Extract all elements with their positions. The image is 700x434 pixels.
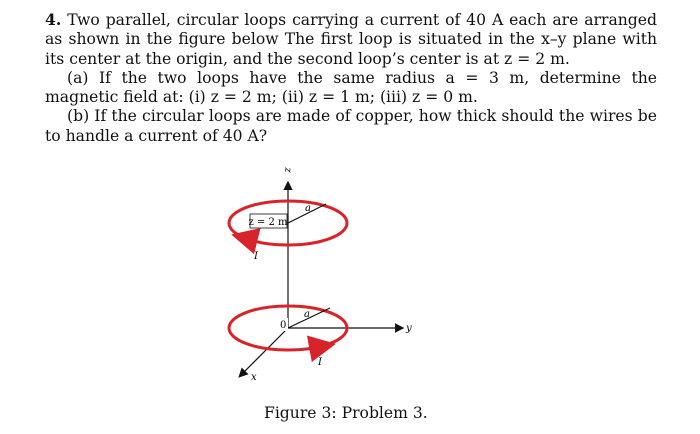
problem-part-b: (b) If the circular loops are made of copper, how thick should the wires be to handle a current of 40 A? — [45, 107, 657, 145]
upper-current-label: I — [254, 251, 258, 262]
x-axis-label: x — [251, 372, 257, 383]
problem-intro — [45, 10, 657, 69]
figure-caption: Figure 3: Problem 3. — [264, 404, 428, 422]
problem-intro-text: Two parallel, circular loops carrying a current of 40 A each are arranged as shown in the figure below The first loop is situated in the x–y plane with its center at the origin, and the second loop’s center is at z = 2 m. — [45, 11, 657, 68]
lower-loop-current-arrow — [308, 345, 330, 349]
origin-label: 0 — [280, 320, 287, 331]
y-axis-label: y — [406, 323, 412, 334]
upper-loop-current-arrow — [237, 236, 245, 238]
problem-text — [45, 10, 657, 146]
lower-current-label: I — [318, 357, 322, 368]
figure-diagram — [215, 160, 435, 390]
problem-part-a: (a) If the two loops have the same radius a = 3 m, determine the magnetic field at: (i) z = 2 m; (ii) z = 1 m; (iii) z = 0 m. — [45, 68, 657, 107]
upper-radius-label: a — [305, 203, 311, 214]
x-axis — [240, 328, 288, 376]
lower-radius-label: a — [304, 309, 310, 320]
upper-loop-label: z = 2 m — [248, 217, 288, 228]
z-axis-label: z — [282, 167, 293, 173]
figure-loops — [215, 160, 435, 390]
problem-number: 4. — [45, 10, 62, 29]
